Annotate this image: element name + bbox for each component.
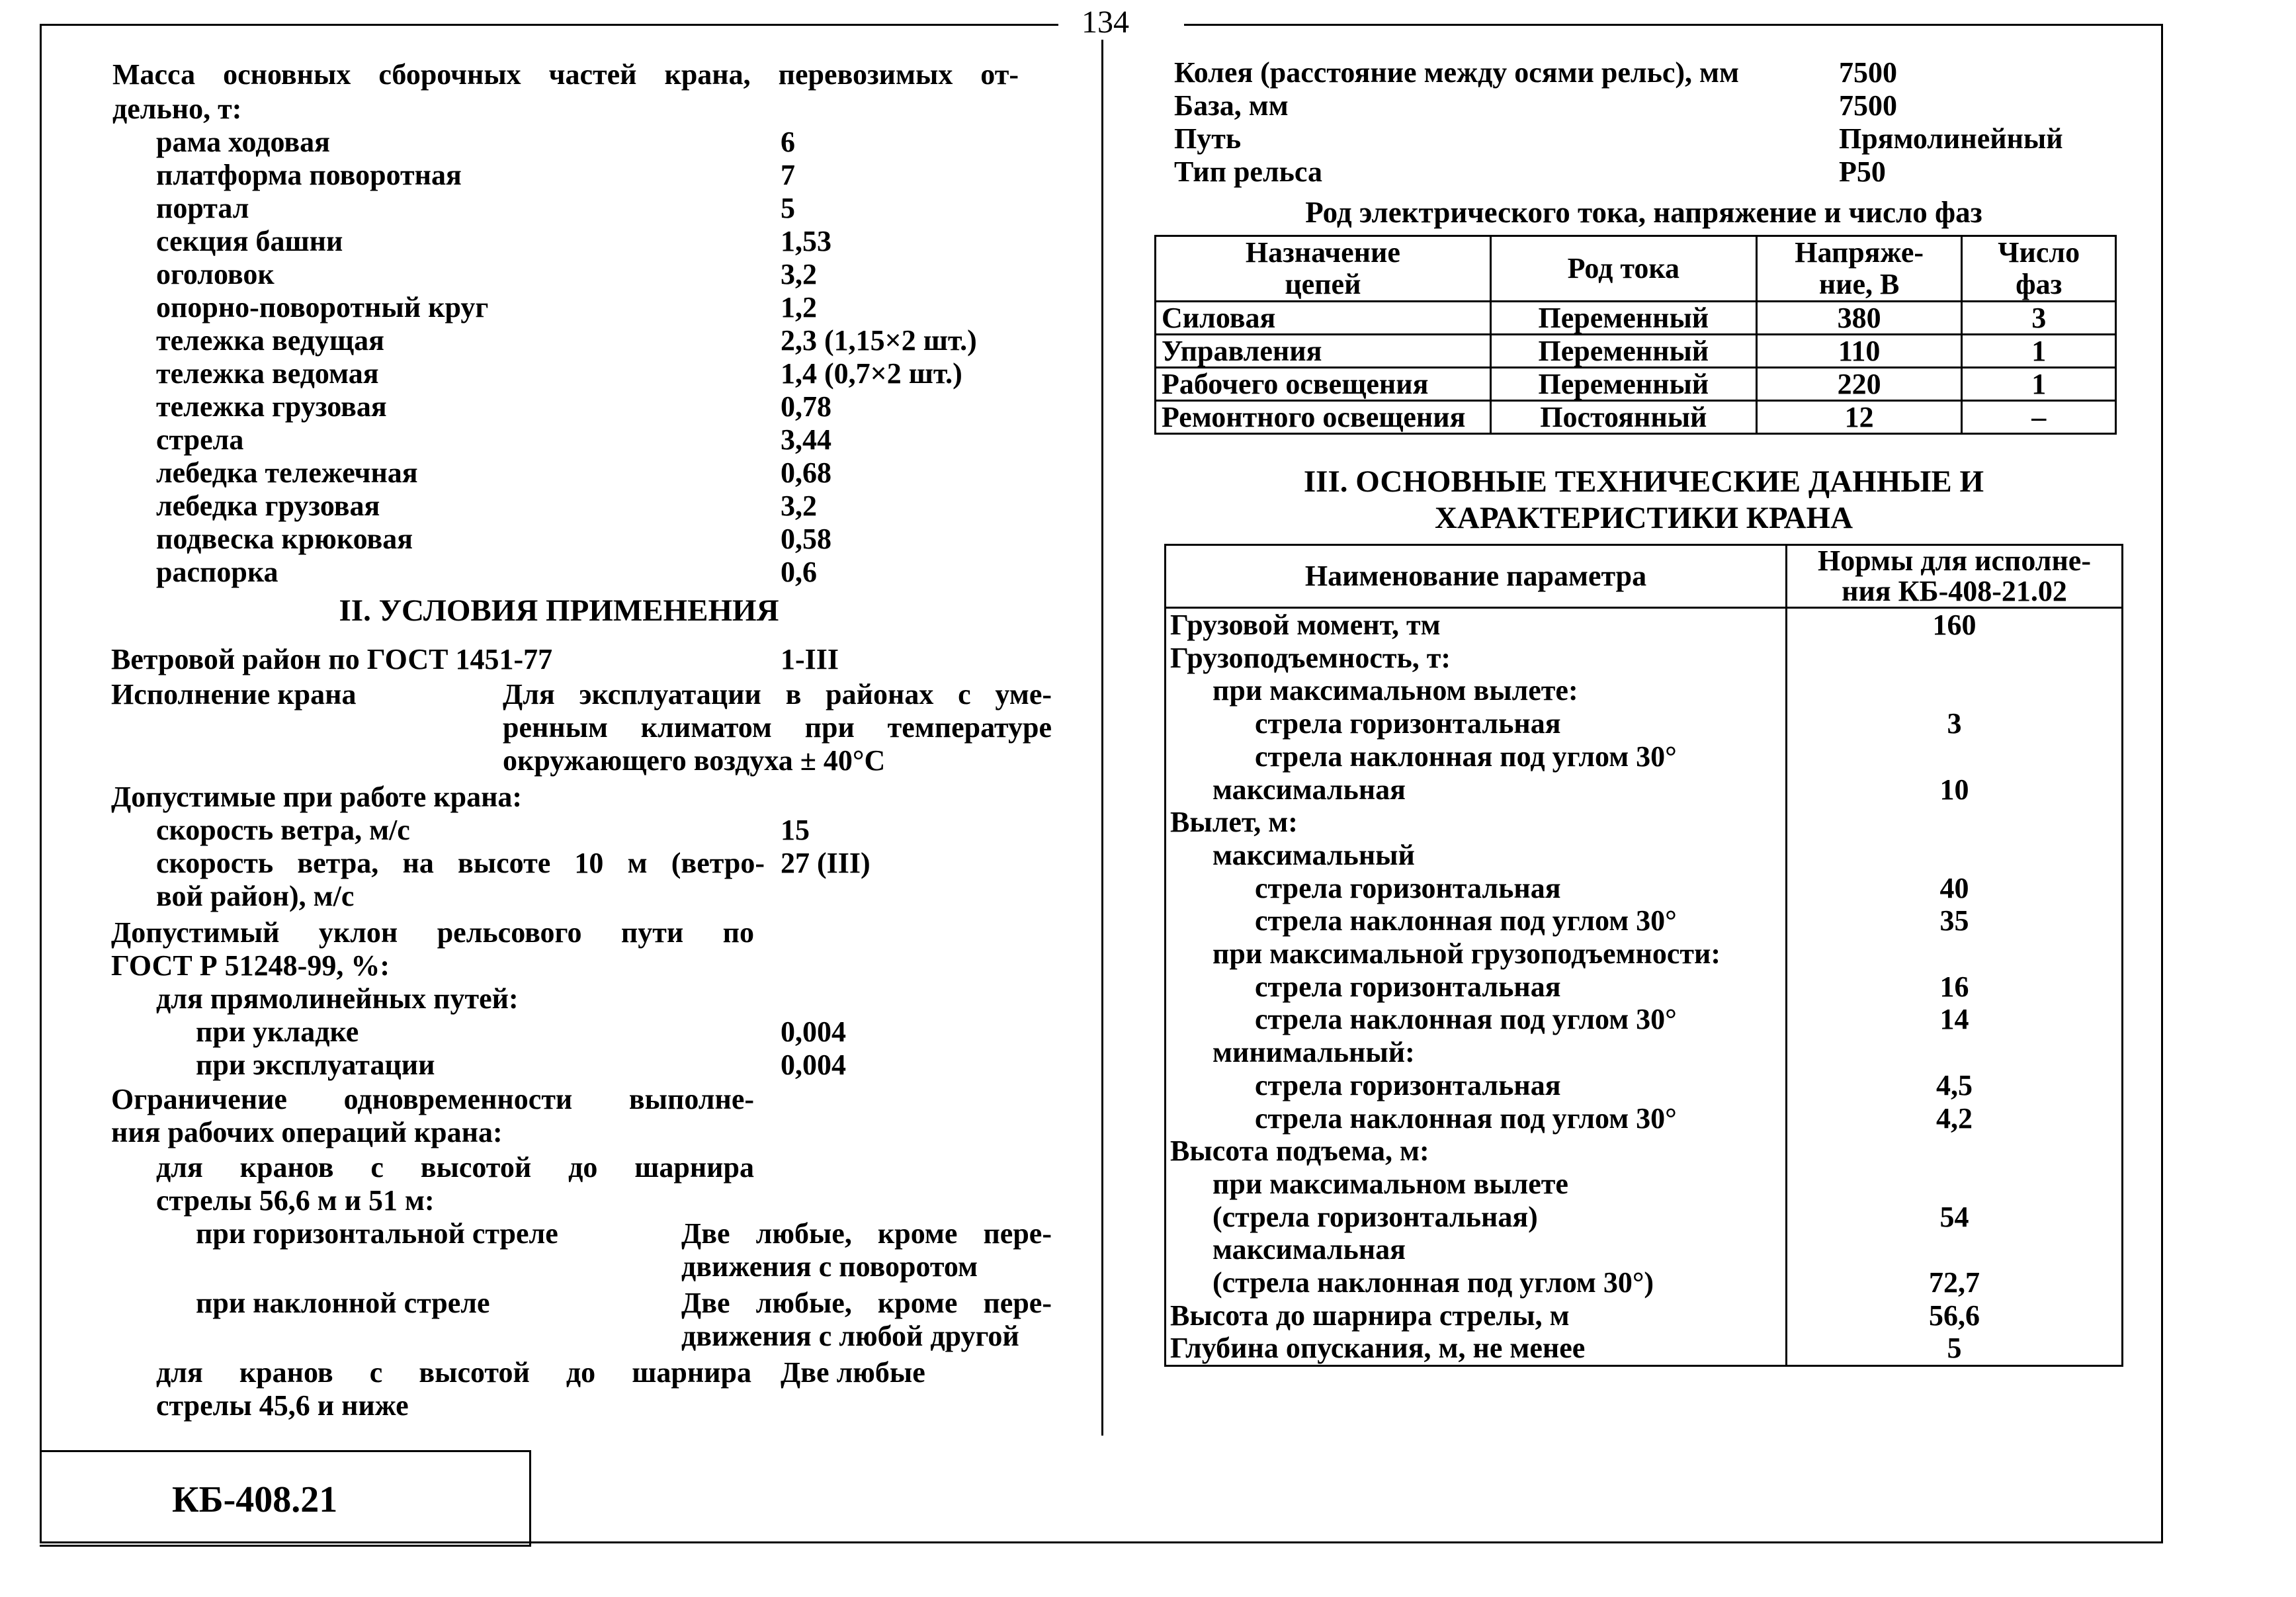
- params-value: [1787, 839, 2123, 872]
- mass-item-value: 7: [781, 159, 795, 191]
- allowed-title: Допустимые при работе крана:: [111, 781, 523, 813]
- params-value: [1787, 937, 2123, 971]
- params-table-row: [1166, 1201, 2123, 1234]
- mass-item-label: распорка: [156, 556, 278, 588]
- track-label: Тип рельса: [1174, 155, 1322, 188]
- params-table-row: [1166, 839, 2123, 872]
- mass-item-value: 0,58: [781, 523, 831, 555]
- params-table-row: [1166, 872, 2123, 905]
- slope-laying-value: 0,004: [781, 1015, 846, 1048]
- version-value-line3: окружающего воздуха ± 40°С: [503, 744, 886, 777]
- wind-region-value: 1-III: [781, 643, 839, 675]
- params-value: 56,6: [1787, 1299, 2123, 1332]
- params-label: Высота подъема, м:: [1166, 1135, 1787, 1168]
- params-table-row: [1166, 904, 2123, 937]
- wind-speed10-value: 27 (III): [781, 847, 871, 879]
- track-value: 7500: [1839, 56, 1897, 89]
- current-cell: Управления: [1156, 335, 1491, 368]
- params-value: [1787, 674, 2123, 707]
- params-value: 54: [1787, 1201, 2123, 1234]
- wind-speed-value: 15: [781, 814, 810, 846]
- params-table-row: [1166, 642, 2123, 675]
- params-label: при максимальном вылете:: [1166, 674, 1787, 707]
- mass-item-value: 0,68: [781, 456, 831, 489]
- current-table-title: Род электрического тока, напряжение и число фаз: [1305, 196, 1982, 229]
- section3-title-1: III. ОСНОВНЫЕ ТЕХНИЧЕСКИЕ ДАННЫЕ И: [1303, 464, 1984, 499]
- params-value: 40: [1787, 872, 2123, 905]
- current-cell: Переменный: [1490, 368, 1756, 401]
- params-table-row: [1166, 971, 2123, 1004]
- track-label: База, мм: [1174, 89, 1289, 122]
- mass-item-value: 0,6: [781, 556, 817, 588]
- mass-item-value: 3,2: [781, 258, 817, 290]
- current-cell: 110: [1756, 335, 1962, 368]
- params-table-row: [1166, 1332, 2123, 1365]
- current-header-cell: Число фаз: [1962, 236, 2116, 302]
- params-table: [1164, 544, 2123, 1367]
- params-label: Высота до шарнира стрелы, м: [1166, 1299, 1787, 1332]
- params-label: при максимальной грузоподъемности:: [1166, 937, 1787, 971]
- limit-title-line1: Ограничение одновременности выполне-: [111, 1083, 754, 1115]
- params-table-row: [1166, 1003, 2123, 1036]
- params-value: [1787, 1168, 2123, 1201]
- mass-item-label: секция башни: [156, 225, 343, 257]
- mass-title-line1: Масса основных сборочных частей крана, перевозимых от-: [112, 58, 1019, 91]
- params-label: минимальный:: [1166, 1036, 1787, 1069]
- current-cell: 3: [1962, 302, 2116, 335]
- current-cell: Ремонтного освещения: [1156, 401, 1491, 434]
- track-value: Р50: [1839, 155, 1886, 188]
- params-label: Грузовой момент, тм: [1166, 608, 1787, 642]
- left-border: [40, 24, 42, 1543]
- mass-item-label: тележка грузовая: [156, 390, 387, 423]
- mass-item-value: 3,2: [781, 490, 817, 522]
- params-label: стрела наклонная под углом 30°: [1166, 904, 1787, 937]
- track-label: Путь: [1174, 122, 1242, 155]
- params-table-row: [1166, 1135, 2123, 1168]
- params-table-row: [1166, 1233, 2123, 1266]
- params-label: стрела наклонная под углом 30°: [1166, 1102, 1787, 1135]
- mass-item-value: 6: [781, 126, 795, 158]
- center-divider: [1101, 40, 1103, 1436]
- params-label: стрела наклонная под углом 30°: [1166, 1003, 1787, 1036]
- page-number: 134: [1082, 5, 1129, 40]
- params-label: стрела горизонтальная: [1166, 872, 1787, 905]
- mass-item-value: 1,53: [781, 225, 831, 257]
- current-table: [1154, 235, 2117, 435]
- current-table-row: [1156, 401, 2116, 434]
- mass-title-line2: дельно, т:: [112, 93, 242, 125]
- params-value: 4,5: [1787, 1069, 2123, 1102]
- mass-item-value: 3,44: [781, 423, 831, 456]
- version-label: Исполнение крана: [111, 678, 357, 711]
- params-table-row: [1166, 707, 2123, 740]
- section3-title-2: ХАРАКТЕРИСТИКИ КРАНА: [1434, 501, 1853, 535]
- mass-item-value: 1,2: [781, 291, 817, 324]
- params-label: стрела горизонтальная: [1166, 1069, 1787, 1102]
- params-table-row: [1166, 740, 2123, 773]
- mass-item-label: стрела: [156, 423, 244, 456]
- wind-speed10-label-line2: вой район), м/с: [156, 880, 355, 912]
- params-value: 10: [1787, 773, 2123, 806]
- params-label: Вылет, м:: [1166, 806, 1787, 839]
- footer-box: [40, 1450, 531, 1547]
- params-value: [1787, 806, 2123, 839]
- limit-cranes2-value: Две любые: [781, 1356, 925, 1389]
- params-table-row: [1166, 806, 2123, 839]
- slope-title-line1: Допустимый уклон рельсового пути по: [111, 916, 754, 949]
- params-table-row: [1166, 1069, 2123, 1102]
- params-label: максимальная: [1166, 773, 1787, 806]
- current-table-row: [1156, 368, 2116, 401]
- slope-title-line2: ГОСТ Р 51248-99, %:: [111, 949, 390, 982]
- current-cell: Постоянный: [1490, 401, 1756, 434]
- mass-item-label: тележка ведущая: [156, 324, 384, 357]
- incl-label: при наклонной стреле: [196, 1287, 490, 1319]
- mass-item-label: тележка ведомая: [156, 357, 379, 390]
- mass-item-value: 2,3 (1,15×2 шт.): [781, 324, 977, 357]
- incl-value-line2: движения с любой другой: [681, 1320, 1019, 1352]
- params-header-name: Наименование параметра: [1166, 545, 1787, 608]
- mass-item-value: 1,4 (0,7×2 шт.): [781, 357, 962, 390]
- params-table-row: [1166, 1102, 2123, 1135]
- slope-straight: для прямолинейных путей:: [156, 982, 519, 1015]
- mass-item-label: подвеска крюковая: [156, 523, 413, 555]
- params-label: (стрела горизонтальная): [1166, 1201, 1787, 1234]
- top-rule-left: [40, 24, 1058, 26]
- limit-cranes1-line2: стрелы 56,6 м и 51 м:: [156, 1184, 435, 1217]
- current-cell: Переменный: [1490, 302, 1756, 335]
- params-value: [1787, 1036, 2123, 1069]
- wind-region-label: Ветровой район по ГОСТ 1451-77: [111, 643, 553, 675]
- params-value: [1787, 1233, 2123, 1266]
- top-rule-right: [1184, 24, 2163, 26]
- current-cell: 380: [1756, 302, 1962, 335]
- horiz-value-line1: Две любые, кроме пере-: [681, 1217, 1052, 1250]
- current-cell: Рабочего освещения: [1156, 368, 1491, 401]
- section2-title: II. УСЛОВИЯ ПРИМЕНЕНИЯ: [339, 593, 779, 628]
- limit-title-line2: ния рабочих операций крана:: [111, 1116, 503, 1148]
- mass-item-label: лебедка грузовая: [156, 490, 380, 522]
- slope-laying-label: при укладке: [196, 1015, 359, 1048]
- limit-cranes2-line1: для кранов с высотой до шарнира: [156, 1356, 751, 1389]
- params-value: [1787, 740, 2123, 773]
- params-value: 4,2: [1787, 1102, 2123, 1135]
- params-value: [1787, 642, 2123, 675]
- params-table-row: [1166, 1168, 2123, 1201]
- track-value: 7500: [1839, 89, 1897, 122]
- current-table-row: [1156, 302, 2116, 335]
- params-table-row: [1166, 937, 2123, 971]
- params-value: 35: [1787, 904, 2123, 937]
- current-header-cell: Назначение цепей: [1156, 236, 1491, 302]
- params-table-row: [1166, 608, 2123, 642]
- right-border: [2161, 24, 2163, 1543]
- current-cell: Переменный: [1490, 335, 1756, 368]
- params-table-row: [1166, 1036, 2123, 1069]
- mass-item-label: лебедка тележечная: [156, 456, 418, 489]
- slope-op-value: 0,004: [781, 1049, 846, 1081]
- version-value-line2: ренным климатом при температуре: [503, 711, 1052, 744]
- current-cell: Силовая: [1156, 302, 1491, 335]
- current-header-cell: Напряже- ние, В: [1756, 236, 1962, 302]
- params-label: (стрела наклонная под углом 30°): [1166, 1266, 1787, 1299]
- params-label: стрела наклонная под углом 30°: [1166, 740, 1787, 773]
- params-header-norm: Нормы для исполне- ния КБ-408-21.02: [1787, 545, 2123, 608]
- wind-speed-label: скорость ветра, м/с: [156, 814, 410, 846]
- mass-item-label: платформа поворотная: [156, 159, 462, 191]
- params-value: [1787, 1135, 2123, 1168]
- current-cell: 220: [1756, 368, 1962, 401]
- current-table-row: [1156, 335, 2116, 368]
- current-cell: 1: [1962, 335, 2116, 368]
- limit-cranes2-line2: стрелы 45,6 и ниже: [156, 1389, 409, 1422]
- current-cell: 1: [1962, 368, 2116, 401]
- params-table-row: [1166, 1266, 2123, 1299]
- params-label: стрела горизонтальная: [1166, 707, 1787, 740]
- params-value: 3: [1787, 707, 2123, 740]
- params-label: при максимальном вылете: [1166, 1168, 1787, 1201]
- mass-item-label: оголовок: [156, 258, 275, 290]
- current-header-cell: Род тока: [1490, 236, 1756, 302]
- footer-model: КБ-408.21: [172, 1479, 338, 1520]
- params-value: 14: [1787, 1003, 2123, 1036]
- mass-item-label: рама ходовая: [156, 126, 330, 158]
- mass-item-value: 5: [781, 192, 795, 224]
- params-value: 16: [1787, 971, 2123, 1004]
- params-label: максимальная: [1166, 1233, 1787, 1266]
- params-table-row: [1166, 1299, 2123, 1332]
- horiz-label: при горизонтальной стреле: [196, 1217, 558, 1250]
- params-label: максимальный: [1166, 839, 1787, 872]
- params-table-header: [1166, 545, 2123, 608]
- params-label: Грузоподъемность, т:: [1166, 642, 1787, 675]
- mass-item-value: 0,78: [781, 390, 831, 423]
- mass-item-label: портал: [156, 192, 249, 224]
- track-label: Колея (расстояние между осями рельс), мм: [1174, 56, 1739, 89]
- params-table-row: [1166, 773, 2123, 806]
- mass-item-label: опорно-поворотный круг: [156, 291, 489, 324]
- params-value: 5: [1787, 1332, 2123, 1365]
- limit-cranes1-line1: для кранов с высотой до шарнира: [156, 1151, 754, 1184]
- wind-speed10-label-line1: скорость ветра, на высоте 10 м (ветро-: [156, 847, 765, 879]
- params-table-row: [1166, 674, 2123, 707]
- current-table-header: [1156, 236, 2116, 302]
- track-value: Прямолинейный: [1839, 122, 2063, 155]
- params-label: Глубина опускания, м, не менее: [1166, 1332, 1787, 1365]
- version-value-line1: Для эксплуатации в районах с уме-: [503, 678, 1052, 711]
- incl-value-line1: Две любые, кроме пере-: [681, 1287, 1052, 1319]
- params-value: 72,7: [1787, 1266, 2123, 1299]
- params-value: 160: [1787, 608, 2123, 642]
- current-cell: 12: [1756, 401, 1962, 434]
- slope-op-label: при эксплуатации: [196, 1049, 435, 1081]
- current-cell: –: [1962, 401, 2116, 434]
- horiz-value-line2: движения с поворотом: [681, 1250, 978, 1283]
- params-label: стрела горизонтальная: [1166, 971, 1787, 1004]
